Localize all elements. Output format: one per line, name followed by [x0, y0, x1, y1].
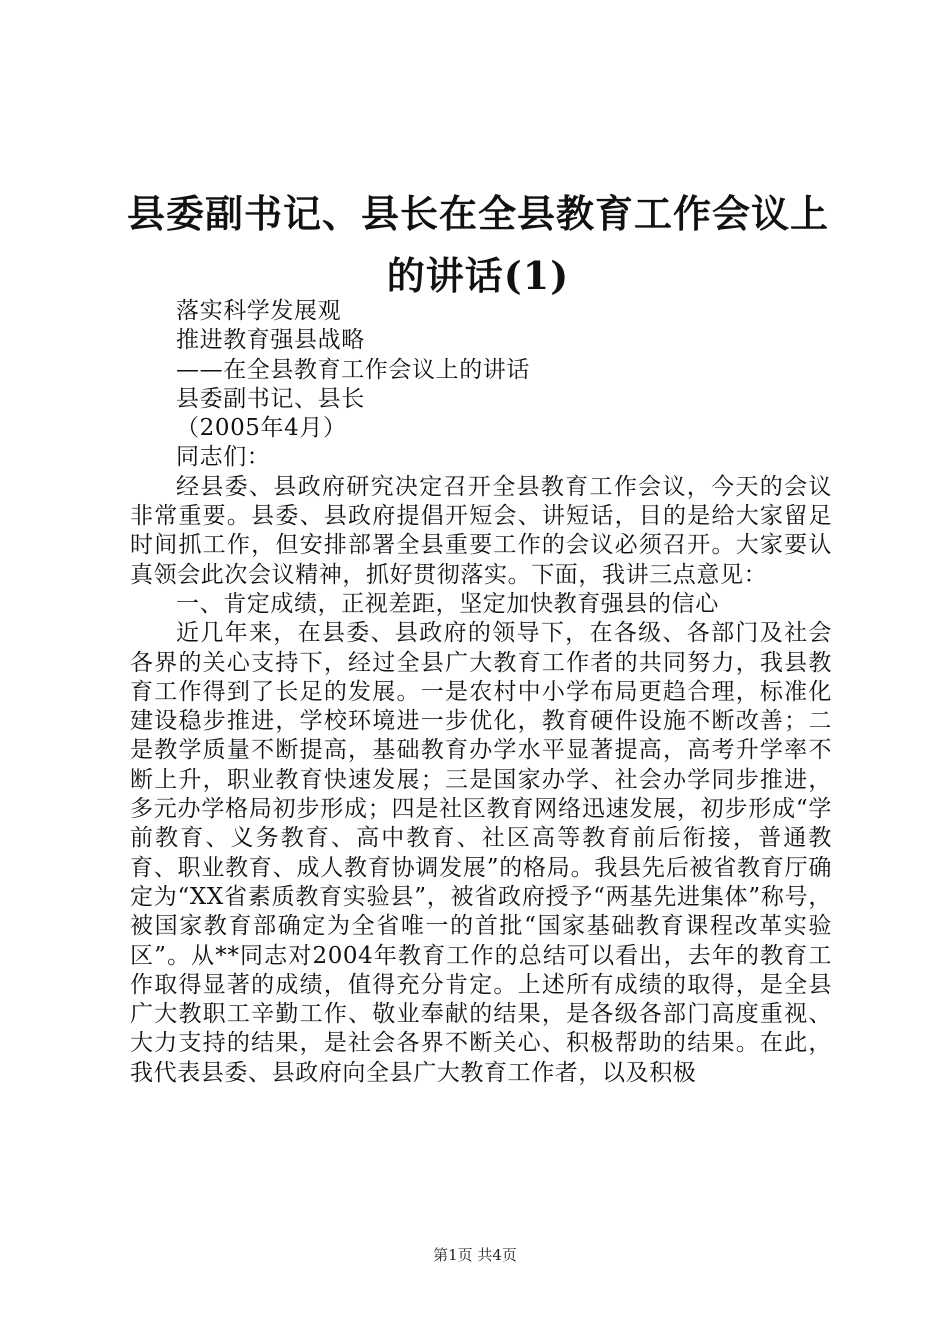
body-paragraph: 近几年来，在县委、县政府的领导下，在各级、各部门及社会各界的关心支持下，经过全县广大教育工作者的共同努力，我县教育工作得到了长足的发展。一是农村中小学布局更趋合理，标准化建设稳步推进，学校环境进一步优化，教育硬件设施不断改善；二是教学质量不断提高，基础教育办学水平显著提高，高考升学率不断上升，职业教育快速发展；三是国家办学、社会办学同步推进，多元办学格局初步形成；四是社区教育网络迅速发展，初步形成“学前教育、义务教育、高中教育、社区高等教育前后衔接，普通教育、职业教育、成人教育协调发展”的格局。我县先后被省教育厅确定为“XX省素质教育实验县”，被省政府授予“两基先进集体”称号，被国家教育部确定为全省唯一的首批“国家基础教育课程改革实验区”。从**同志对2004年教育工作的总结可以看出，去年的教育工作取得显著的成绩，值得充分肯定。上述所有成绩的取得，是全县广大教职工辛勤工作、敬业奉献的结果，是各级各部门高度重视、大力支持的结果，是社会各界不断关心、积极帮助的结果。在此，我代表县委、县政府向全县广大教育工作者，以及积极: [130, 620, 832, 1086]
document-title: 县委副书记、县长在全县教育工作会议上的讲话(1): [126, 191, 829, 298]
salutation: 同志们：: [176, 444, 271, 471]
section-heading: 一、肯定成绩，正视差距，坚定加快教育强县的信心: [176, 590, 719, 617]
body-paragraph: 经县委、县政府研究决定召开全县教育工作会议，今天的会议非常重要。县委、县政府提倡开短会、讲短话，目的是给大家留足时间抓工作，但安排部署全县重要工作的会议必须召开。大家要认真领会此次会议精神，抓好贯彻落实。下面，我讲三点意见：: [130, 473, 832, 588]
document-body: [130, 297, 832, 1088]
speaker-title: 县委副书记、县长: [176, 385, 365, 412]
speech-date: （2005年4月）: [176, 415, 347, 442]
subtitle-line: 落实科学发展观: [176, 298, 342, 324]
page-number: 第1页 共4页: [433, 1246, 517, 1264]
subtitle-line: 推进教育强县战略: [176, 327, 365, 354]
speech-occasion: ——在全县教育工作会议上的讲话: [176, 356, 530, 383]
